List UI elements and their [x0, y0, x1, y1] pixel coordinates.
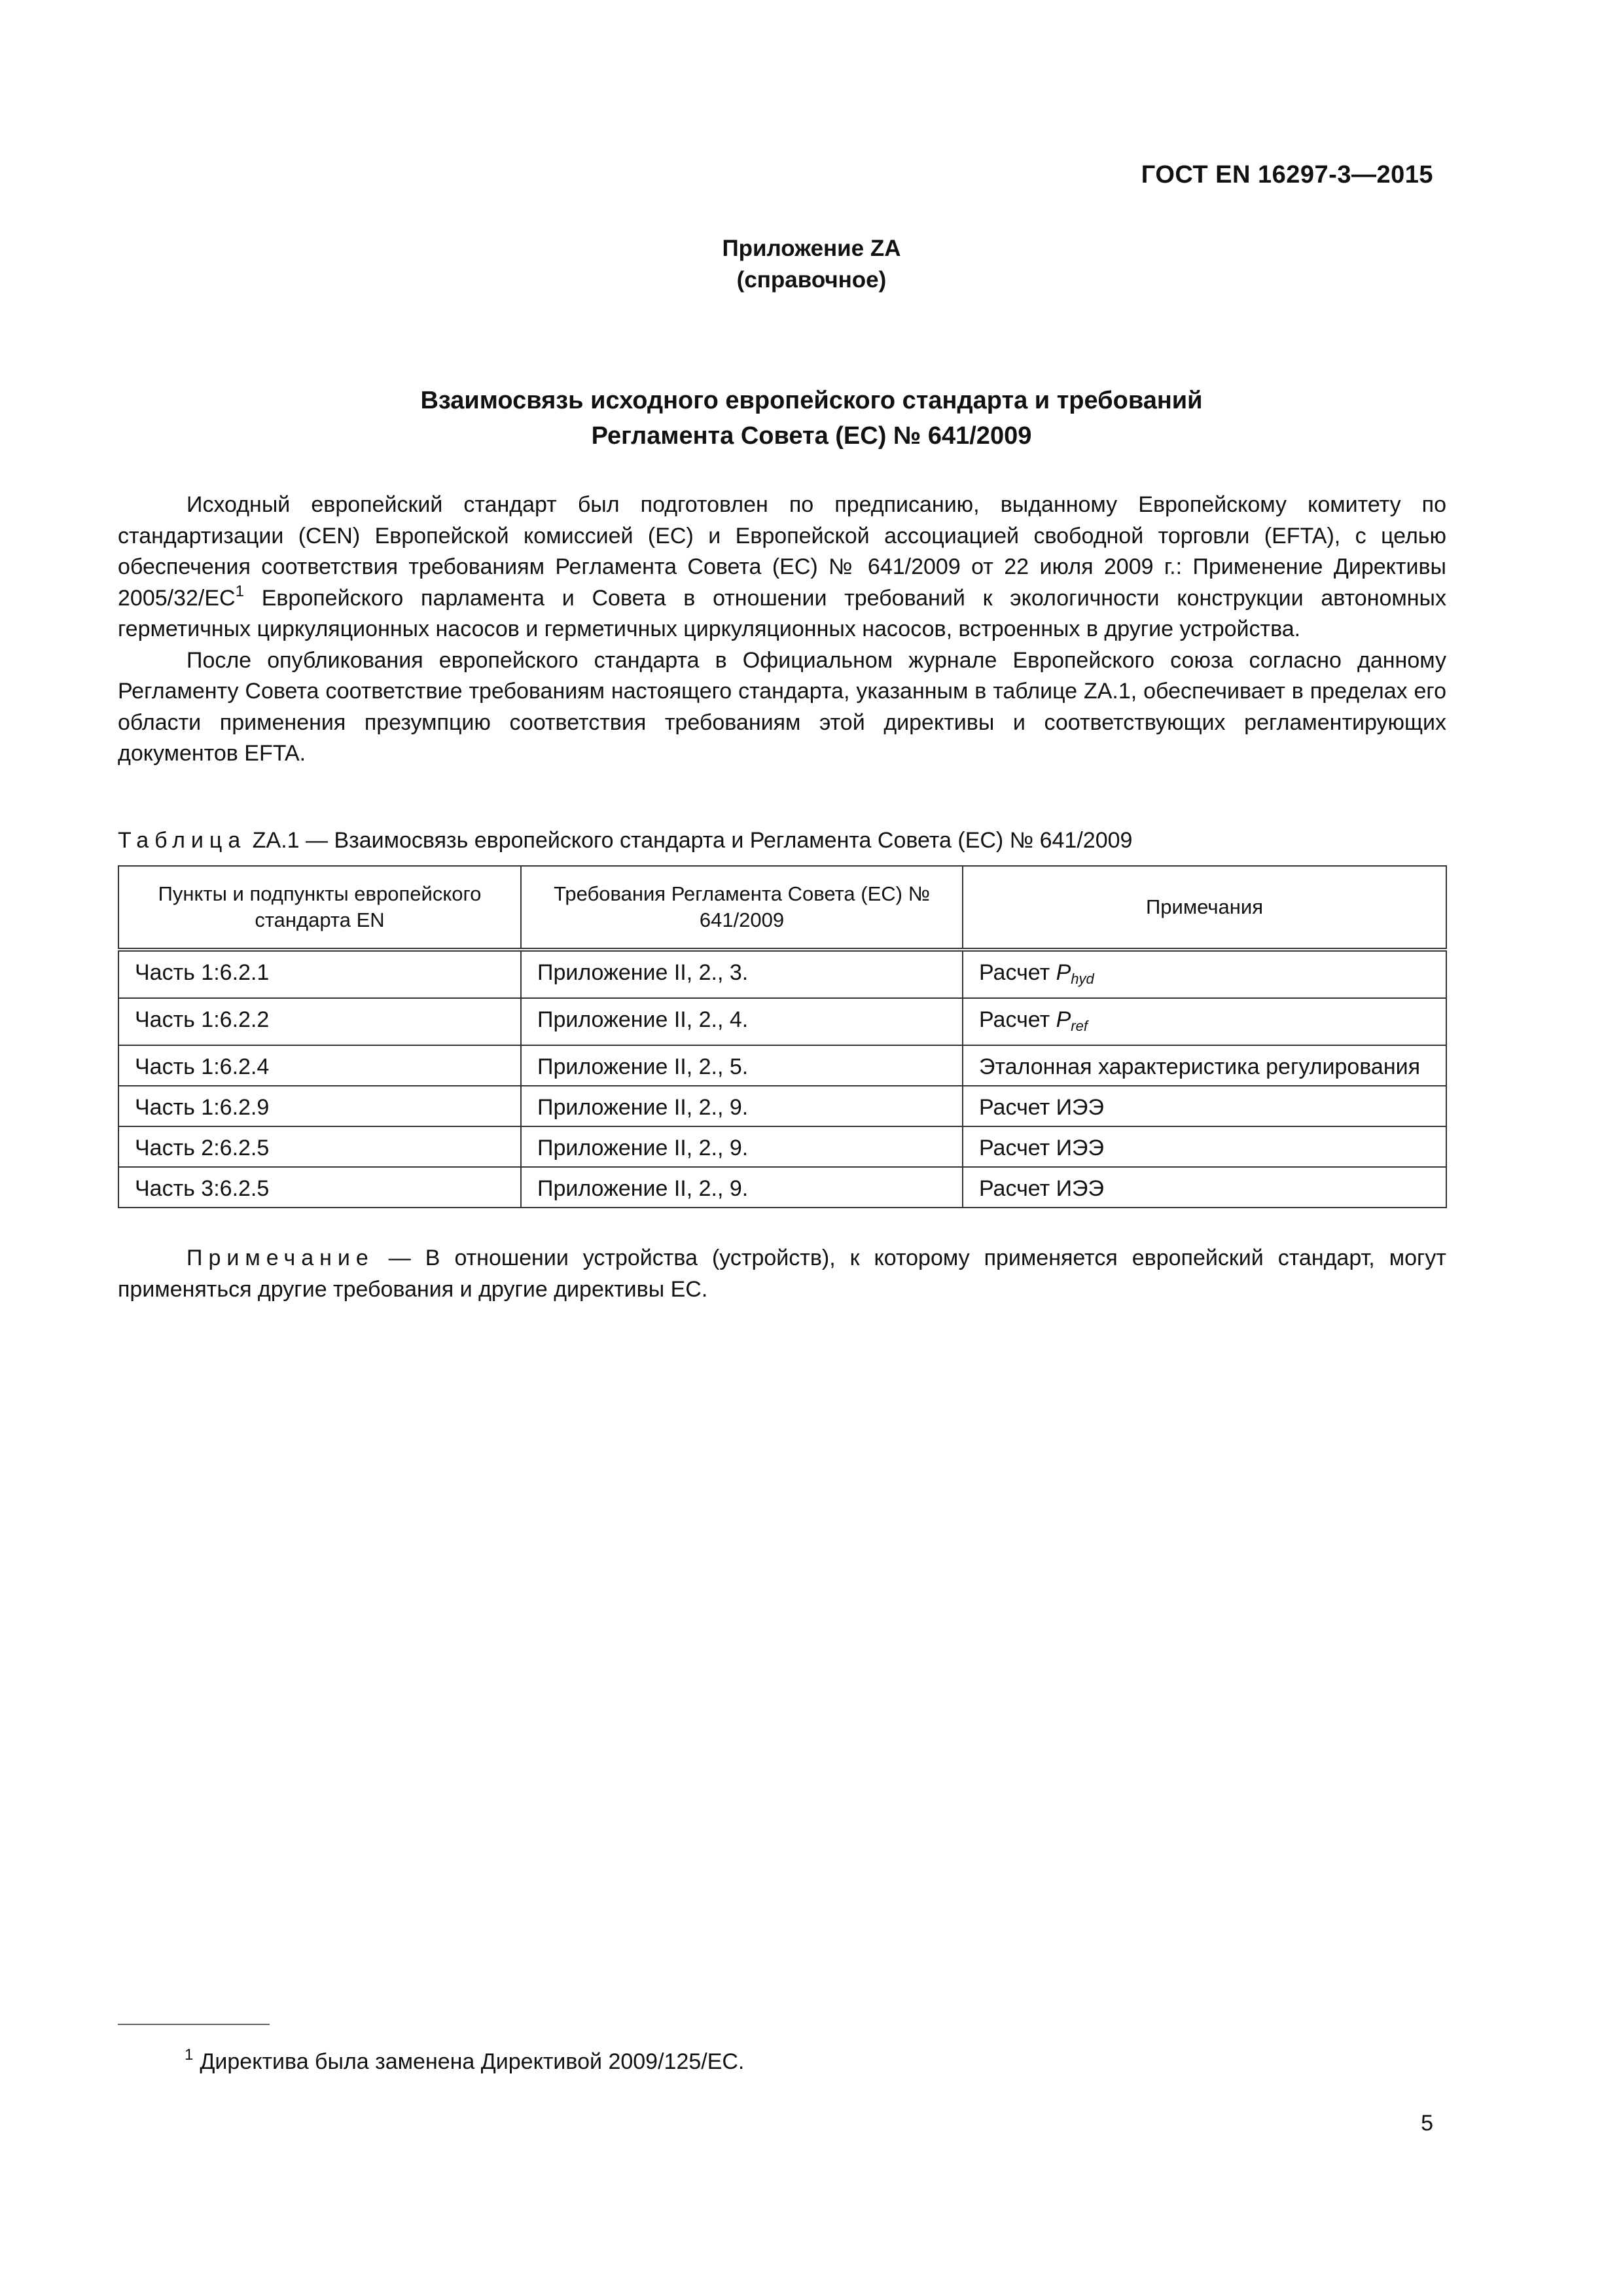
footnote [185, 2041, 744, 2076]
table-row [118, 1045, 1446, 1086]
cell-note: Расчет ИЭЭ [963, 1126, 1446, 1167]
cell-clause: Часть 1:6.2.9 [118, 1086, 521, 1126]
table-row [118, 1126, 1446, 1167]
cell-clause: Часть 1:6.2.1 [118, 950, 521, 998]
table-caption [118, 826, 1132, 855]
table-note-paragraph [118, 1242, 1446, 1305]
cell-requirement: Приложение II, 2., 9. [521, 1086, 963, 1126]
page-number: 5 [1421, 2111, 1433, 2136]
footnote-marker: 1 [185, 2046, 194, 2064]
standard-code: ГОСТ EN 16297-3—2015 [1141, 161, 1433, 188]
appendix-type: (справочное) [736, 267, 887, 293]
paragraph-2: После опубликования европейского стандарта в Официальном журнале Европейского союза согласно данному Регламенту Совета соответствие требованиям настоящего стандарта, указанным в таблице ZA.1, обеспечивает в пределах его области применения презумпцию соответствия требованиям этой директивы и соответствующих регламентирующих документов EFTA. [118, 647, 1446, 766]
table-caption-text: ZA.1 — Взаимосвязь европейского стандарта и Регламента Совета (ЕС) № 641/2009 [246, 828, 1133, 853]
appendix-title-line-2: Регламента Совета (ЕС) № 641/2009 [591, 422, 1032, 450]
note-label: Примечание [187, 1246, 374, 1270]
cell-requirement: Приложение II, 2., 4. [521, 998, 963, 1045]
cell-requirement: Приложение II, 2., 9. [521, 1126, 963, 1167]
appendix-title-line-1: Взаимосвязь исходного европейского стандарта и требований [420, 387, 1203, 414]
paragraph-1-part-1: Исходный европейский стандарт был подготовлен по предписанию, выданному Европейскому комитету по стандартизации (CEN) Европейской комиссией (ЕС) и Европейской ассоциацией свободной торговли (EFTA), с целью обеспечения соответствия требованиям Регламента Совета (ЕС) № 641/2009 от 22 июля 2009 г.: Применение Директивы 2005/32/ЕС [118, 492, 1446, 611]
table-caption-word: Таблица [118, 828, 247, 853]
table-note [118, 1242, 1446, 1305]
appendix-heading [0, 233, 1623, 296]
appendix-title [0, 383, 1623, 454]
cell-clause: Часть 1:6.2.2 [118, 998, 521, 1045]
header-requirements: Требования Регламента Совета (ЕС) № 641/2009 [521, 866, 963, 950]
table-row [118, 950, 1446, 998]
cell-note: Расчет ИЭЭ [963, 1167, 1446, 1208]
cell-note [963, 998, 1446, 1045]
table-header-row [118, 866, 1446, 950]
paragraph-1 [118, 490, 1446, 645]
footnote-text: Директива была заменена Директивой 2009/125/ЕС. [200, 2049, 745, 2074]
cell-clause: Часть 3:6.2.5 [118, 1167, 521, 1208]
body-text [118, 490, 1446, 770]
cell-requirement: Приложение II, 2., 5. [521, 1045, 963, 1086]
table-row [118, 1086, 1446, 1126]
header-clauses: Пункты и подпункты европейского стандарта EN [118, 866, 521, 950]
symbol-subscript: ref [1071, 1018, 1088, 1034]
note-text: — В отношении устройства (устройств), к которому применяется европейский стандарт, могут применяться другие требования и другие директивы ЕС. [118, 1246, 1446, 1302]
appendix-label: Приложение ZA [722, 236, 901, 261]
footnote-divider [118, 2024, 270, 2025]
cell-requirement: Приложение II, 2., 9. [521, 1167, 963, 1208]
cell-requirement: Приложение II, 2., 3. [521, 950, 963, 998]
symbol-subscript: hyd [1071, 971, 1094, 987]
note-text: Расчет [979, 960, 1056, 985]
cell-clause: Часть 1:6.2.4 [118, 1045, 521, 1086]
paragraph-1-part-2: Европейского парламента и Совета в отношении требований к экологичности конструкции автономных герметичных циркуляционных насосов и герметичных циркуляционных насосов, встроенных в другие устройства. [118, 585, 1446, 641]
footnote-reference: 1 [235, 582, 244, 600]
cell-note: Эталонная характеристика регулирования [963, 1045, 1446, 1086]
table-row [118, 998, 1446, 1045]
symbol: P [1056, 960, 1071, 985]
note-text: Расчет [979, 1007, 1056, 1032]
table-row [118, 1167, 1446, 1208]
correlation-table [118, 865, 1447, 1208]
cell-note [963, 950, 1446, 998]
cell-note: Расчет ИЭЭ [963, 1086, 1446, 1126]
header-notes: Примечания [963, 866, 1446, 950]
symbol: P [1056, 1007, 1071, 1032]
cell-clause: Часть 2:6.2.5 [118, 1126, 521, 1167]
